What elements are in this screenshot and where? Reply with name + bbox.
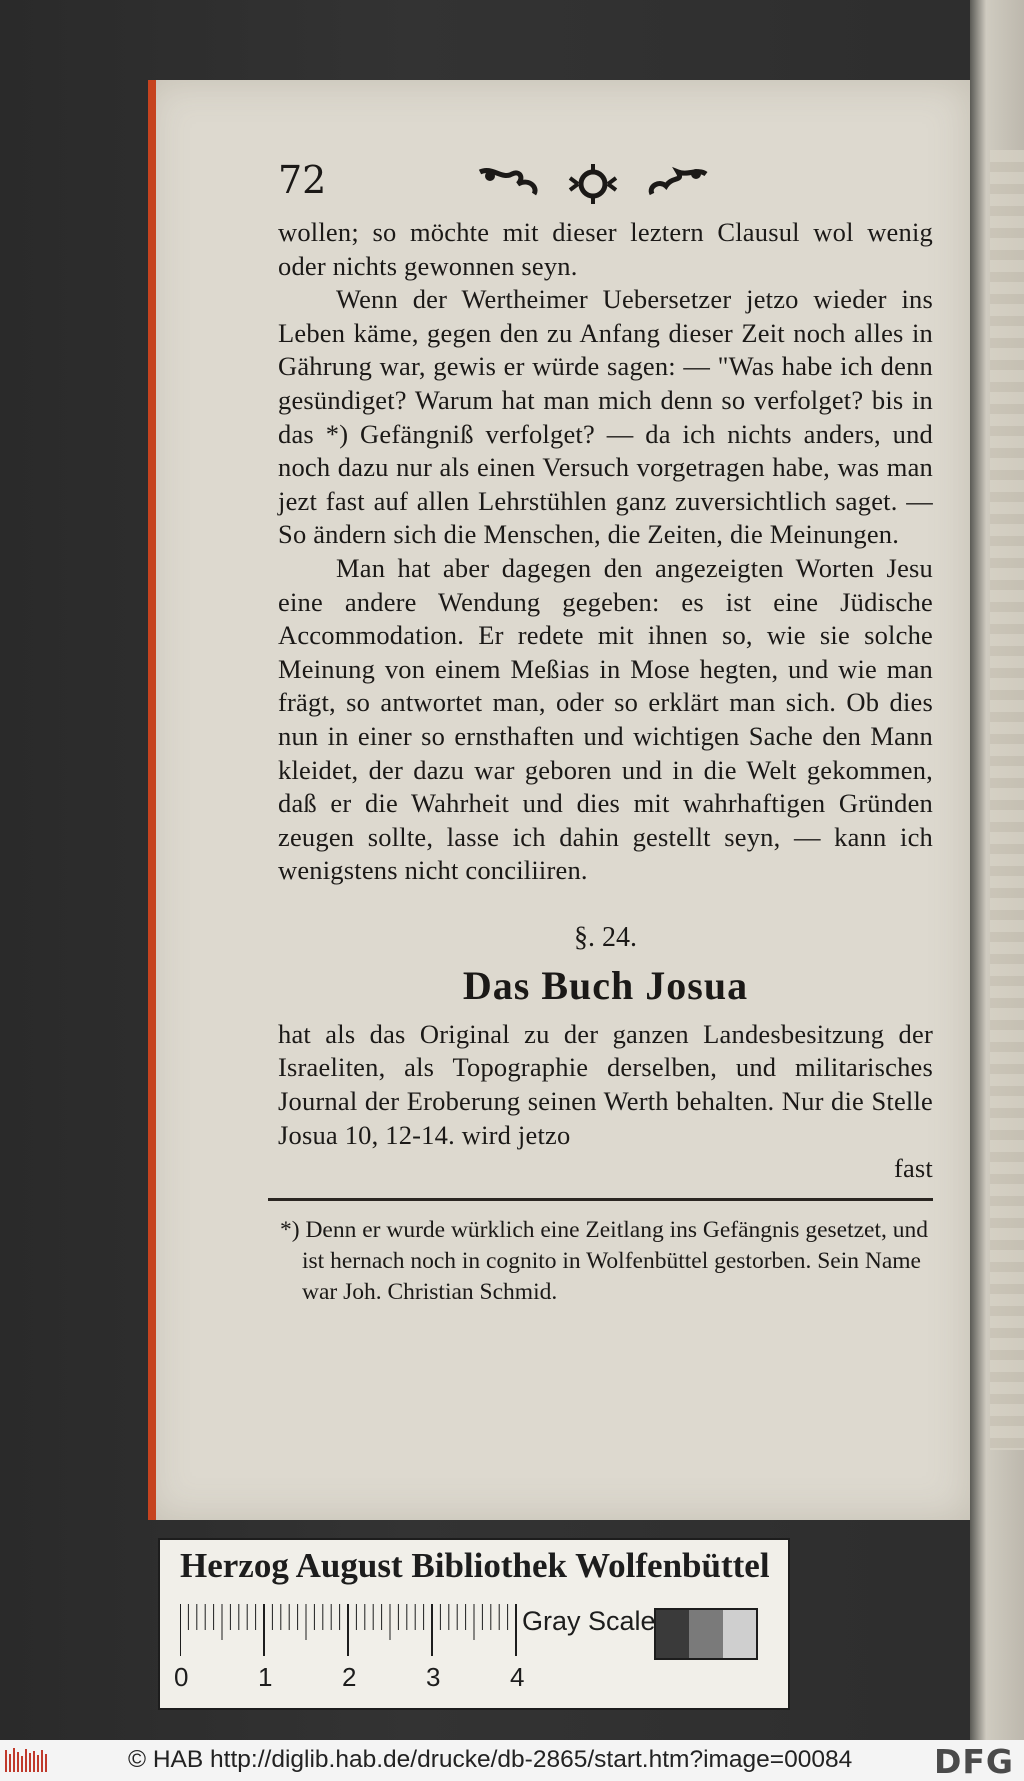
ruler-number-1: 1 [258, 1662, 273, 1692]
section-paragraph: hat als das Original zu der ganzen Landesbesitzung der Israeliten, als Topographie derselben, und militarisches Journal der Eroberung seinen Werth behalten. Nur die Stelle Josua 10, 12-14. wird jetzo [278, 1018, 933, 1150]
catchword: fast [893, 1153, 933, 1184]
footnote-rule [268, 1198, 933, 1201]
color-calibration-card [158, 1538, 790, 1710]
ruler-number-3: 3 [426, 1662, 441, 1692]
gray-scale-label: Gray Scale [522, 1606, 656, 1636]
page-red-edge [148, 80, 156, 1520]
card-title: Herzog August Bibliothek Wolfenbüttel [180, 1546, 770, 1585]
barcode-logo-icon [4, 1746, 48, 1776]
paragraph-3: Man hat aber dagegen den angezeigten Worten Jesu eine andere Wendung gegeben: es ist eine Jüdische Accommodation. Er redete mit ihnen so, wie sie solche Meinung von einem Meßias in Mose hegten, und wie man frägt, so antwortet man, oder so erklärt man sich. Ob dies nun in einer so ernsthaften und wichtigen Sache den Mann kleidet, der dazu war geboren und in die Welt gekommen, daß er die Wahrheit und dies mit wahrhaftigen Gründen zeugen sollte, lasse ich dahin gestellt seyn, — kann ich wenigstens nicht conciliiren. [278, 552, 933, 886]
next-page-edge [970, 0, 1024, 1740]
paragraph-2: Wenn der Wertheimer Uebersetzer jetzo wieder ins Leben käme, gegen den zu Anfang dieser Zeit noch alles in Gährung war, gewis er würde sagen: — "Was habe ich denn gesündiget? Warum hat man mich denn so verfolget? bis in das *) Gefängniß verfolget? — da ich nichts anders, und noch dazu nur als einen Versuch vorgetragen habe, was man jezt fast auf allen Lehrstühlen ganz zuversichtlich saget. — So ändern sich die Menschen, die Zeiten, die Meinungen. [278, 284, 933, 550]
gray-scale-swatches [654, 1608, 758, 1660]
ruler-number-0: 0 [174, 1662, 189, 1692]
page-content [278, 158, 933, 1308]
ruler-number-4: 4 [510, 1662, 525, 1692]
footer-bar [0, 1740, 1024, 1781]
ornament-icon [478, 164, 708, 204]
page-header [278, 158, 933, 210]
ruler-number-2: 2 [342, 1662, 357, 1692]
dfg-logo: DFG [934, 1742, 1015, 1781]
paragraph-1: wollen; so möchte mit dieser leztern Clausul wol wenig oder nichts gewonnen seyn. [278, 217, 933, 281]
swatch-light [723, 1610, 756, 1658]
swatch-dark [656, 1610, 689, 1658]
page-number: 72 [278, 158, 327, 202]
next-page-strip [990, 150, 1024, 1450]
section-heading: Das Buch Josua [462, 962, 749, 1008]
footnote: *) Denn er wurde würklich eine Zeitlang ins Gefängnis gesetzet, und ist hernach noch in cognito in Wolfenbüttel gestorben. Sein Name war Joh. Christian Schmid. [280, 1216, 928, 1305]
footer-url-text[interactable]: © HAB http://diglib.hab.de/drucke/db-2865/start.htm?image=00084 [128, 1746, 853, 1773]
section-number: §. 24. [574, 921, 637, 953]
swatch-mid [689, 1610, 722, 1658]
